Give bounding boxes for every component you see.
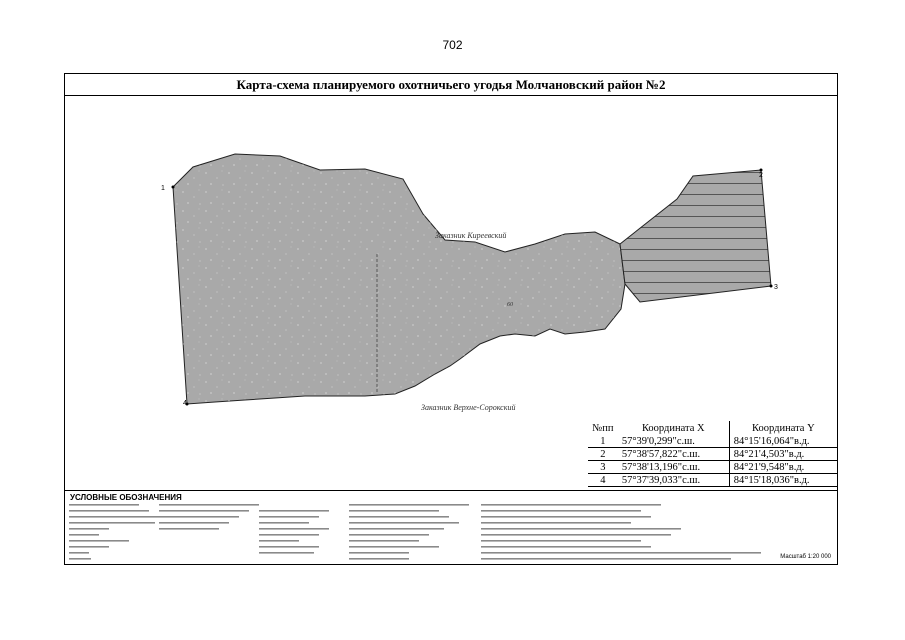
legend-panel [65, 490, 837, 566]
hatched-zone [620, 170, 771, 302]
col-header-x: Координата X [641, 422, 705, 434]
row-number: 2 [588, 448, 618, 461]
map-scale: Масштаб 1:20 000 [780, 554, 831, 560]
row-number: 1 [588, 435, 618, 448]
table-row [588, 474, 837, 487]
legend-title: УСЛОВНЫЕ ОБОЗНАЧЕНИЯ [70, 493, 182, 502]
table-row [588, 435, 837, 448]
hunting-area-texture [173, 154, 625, 404]
table-row [588, 461, 837, 474]
row-number: 3 [588, 461, 618, 474]
col-header-number: №пп [592, 422, 614, 434]
table-row [588, 448, 837, 461]
col-header-y: Координата Y [729, 421, 837, 435]
coord-x: 57°37'39,033"с.ш. [618, 474, 729, 487]
corner-point-1-label: 1 [161, 185, 165, 192]
coordinates-table [588, 421, 837, 487]
corner-point-3-marker [770, 285, 773, 288]
corner-point-1-marker [172, 186, 175, 189]
reserve-south-label: Заказник Верхне-Сорокский [421, 403, 516, 412]
coord-x: 57°38'57,822"с.ш. [618, 448, 729, 461]
page-number: 702 [442, 38, 463, 52]
row-number: 4 [588, 474, 618, 487]
map-frame [64, 73, 838, 565]
map-title: Карта-схема планируемого охотничьего угодья Молчановский район №2 [65, 74, 837, 96]
reserve-north-label: Заказник Киреевский [435, 231, 507, 240]
coord-y: 84°21'9,548"в.д. [729, 461, 837, 474]
coord-y: 84°21'4,503"в.д. [729, 448, 837, 461]
coord-y: 84°15'16,064"в.д. [729, 435, 837, 448]
legend-illegible-text-icon [69, 503, 769, 563]
corner-point-2-label: 2 [759, 172, 763, 179]
coord-x: 57°39'0,299"с.ш. [618, 435, 729, 448]
coord-x: 57°38'13,196"с.ш. [618, 461, 729, 474]
corner-point-3-label: 3 [774, 284, 778, 291]
corner-point-4-label: 4 [183, 400, 187, 407]
area-code-label: 60 [507, 302, 513, 308]
coord-y: 84°15'18,036"в.д. [729, 474, 837, 487]
